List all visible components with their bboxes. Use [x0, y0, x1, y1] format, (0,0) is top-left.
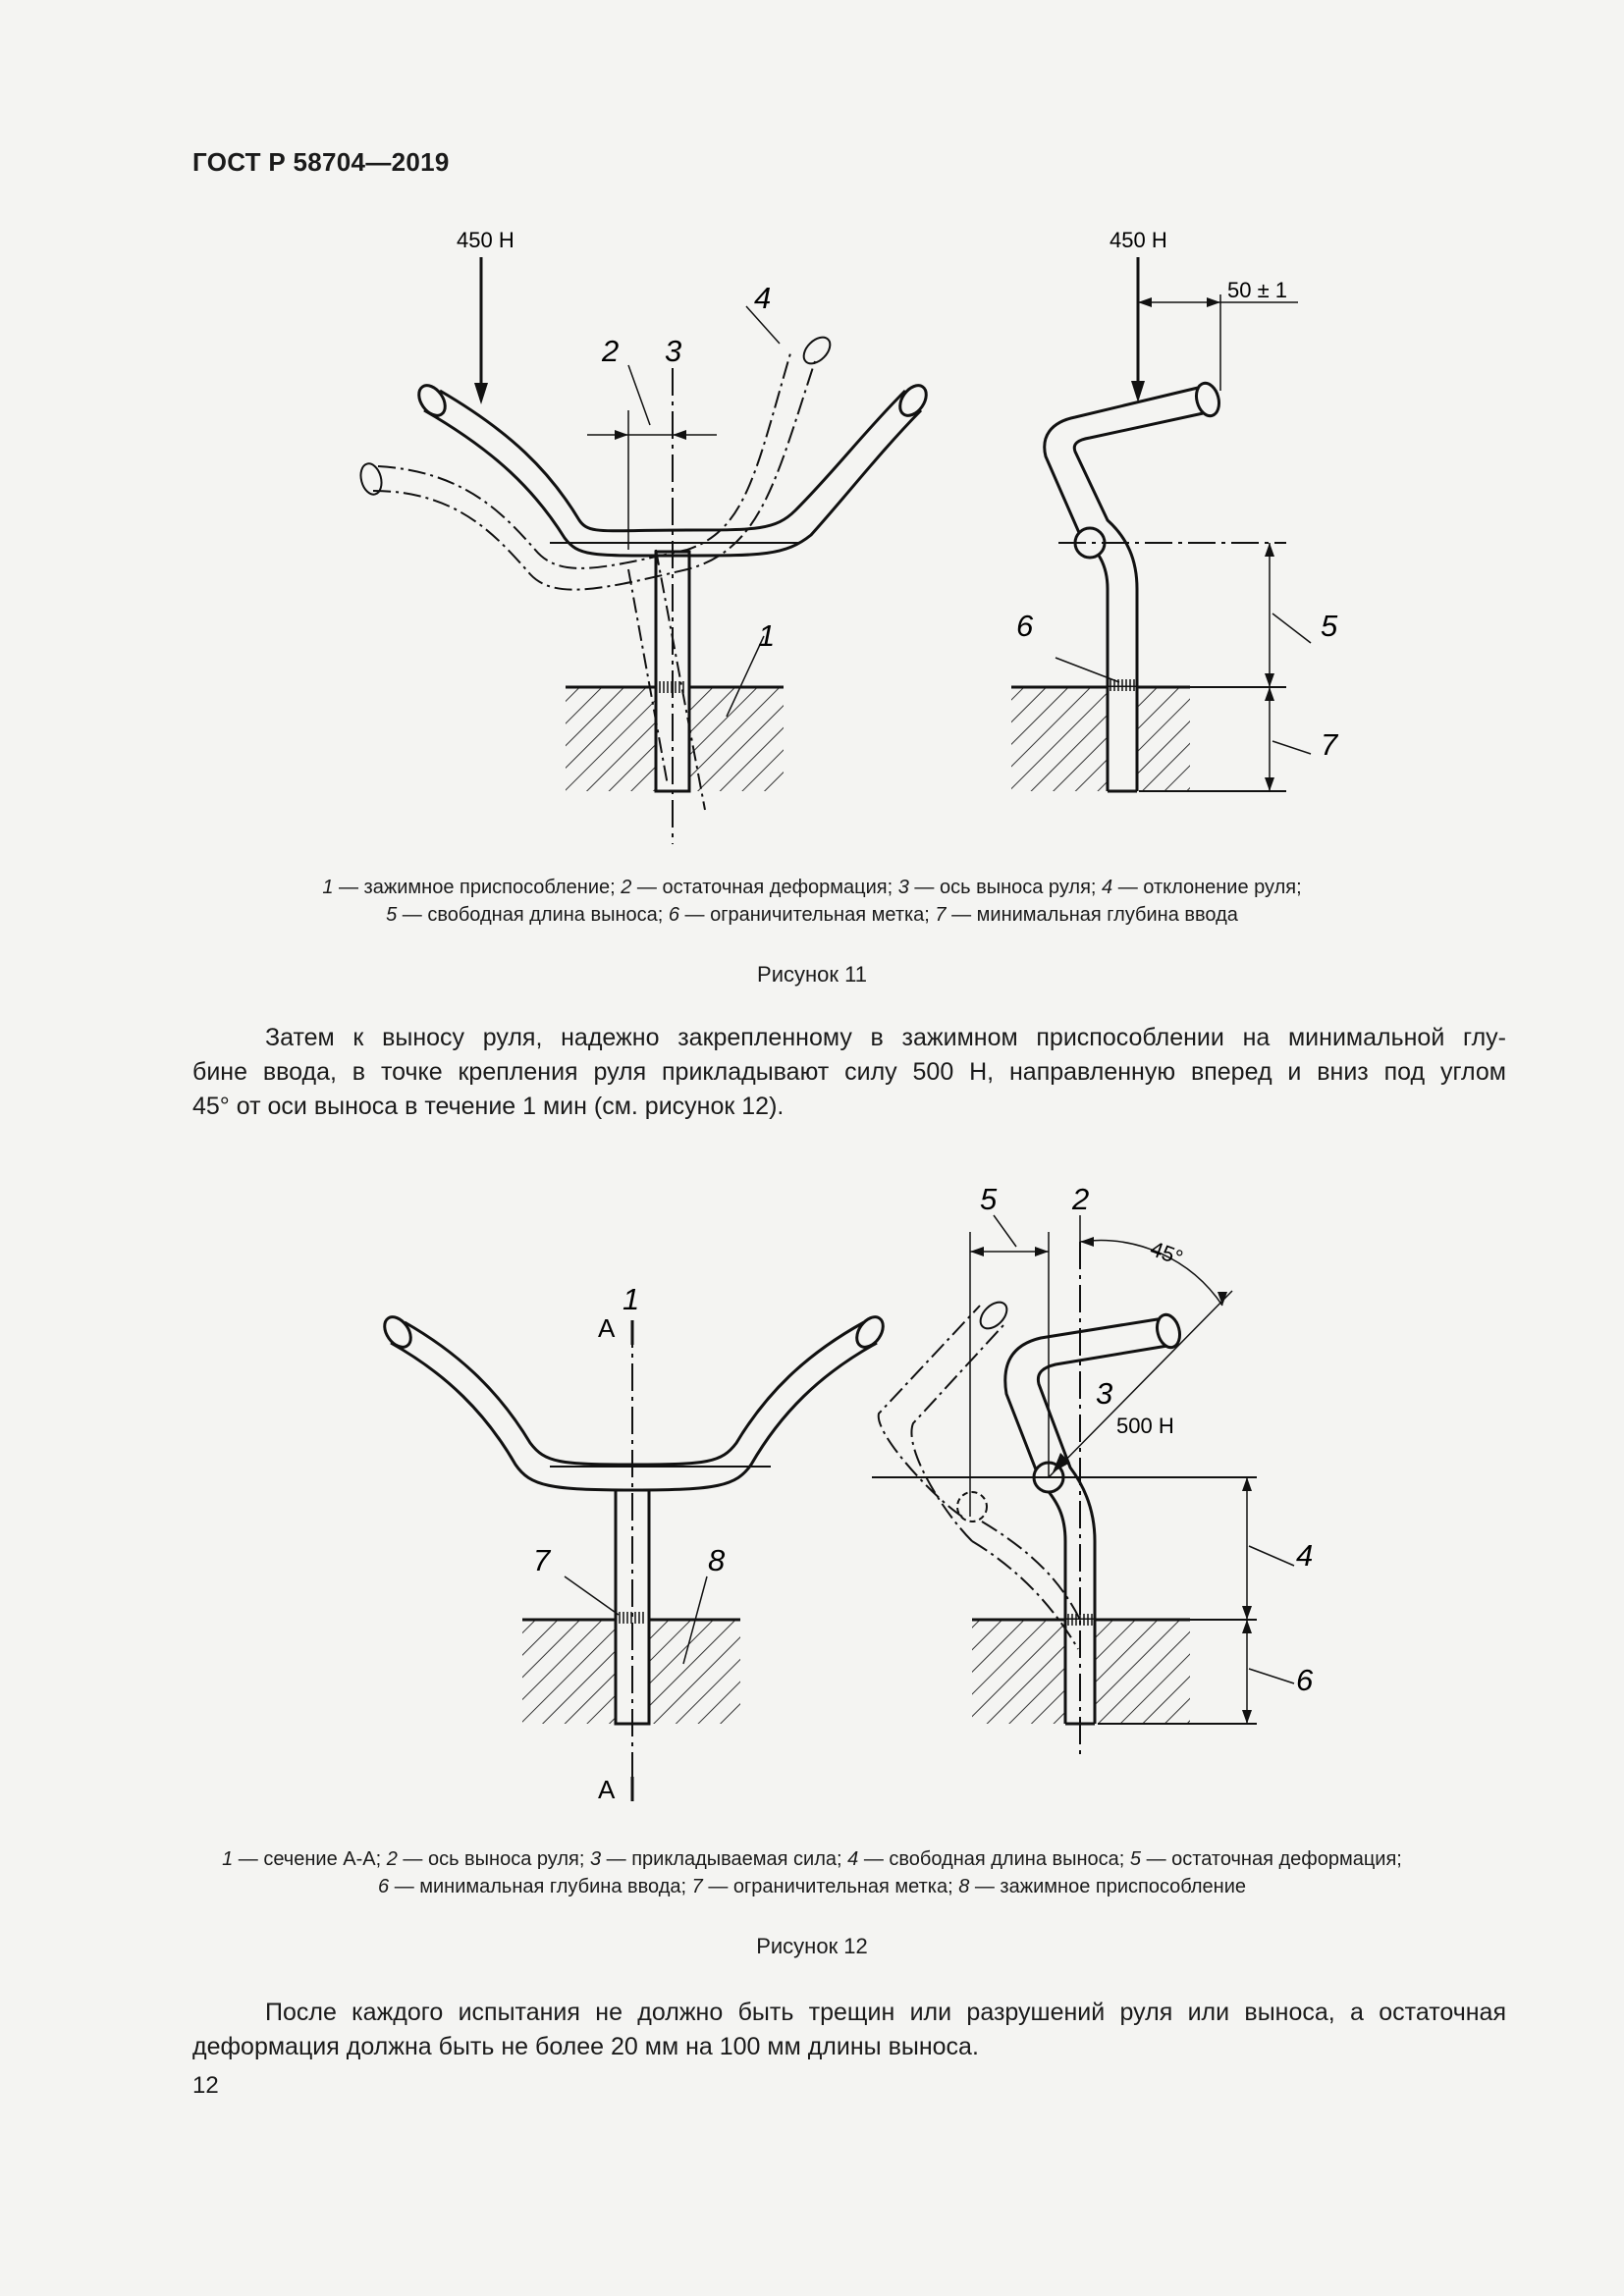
fig12-label-2: 2: [1072, 1182, 1090, 1216]
fig11-label-7: 7: [1321, 727, 1338, 762]
page-number: 12: [192, 2072, 219, 2099]
fig11-offset-dim: 50 ± 1: [1227, 278, 1288, 302]
fig12-left-view: [379, 1312, 889, 1801]
caption-num: 5: [386, 904, 398, 926]
fig12-label-3: 3: [1096, 1376, 1113, 1411]
caption-text: — остаточная деформация;: [631, 877, 898, 898]
figure-12-drawing: [0, 1168, 1624, 1816]
caption-num: 7: [691, 1876, 703, 1897]
paragraph-1-line: 45° от оси выноса в течение 1 мин (см. рисунок 12).: [192, 1093, 785, 1120]
fig11-caption-line2: [147, 901, 1477, 929]
fig11-label-1: 1: [758, 618, 776, 653]
paragraph-2-line: деформация должна быть не более 20 мм на 100 мм длины выноса.: [192, 2033, 979, 2060]
fig11-caption-line1: [147, 874, 1477, 901]
caption-num: 6: [378, 1876, 390, 1897]
fig12-label-6: 6: [1296, 1663, 1314, 1697]
fig12-force: 500 Н: [1116, 1414, 1174, 1438]
caption-text: — ограничительная метка;: [678, 904, 936, 926]
fig12-label-5: 5: [980, 1182, 998, 1216]
caption-num: 4: [1102, 877, 1113, 898]
caption-text: — зажимное приспособление: [969, 1876, 1246, 1897]
fig12-label-8: 8: [708, 1543, 726, 1577]
figure-12-caption: [147, 1845, 1477, 1900]
figure-12-title: Рисунок 12: [756, 1934, 868, 1958]
caption-num: 1: [222, 1848, 234, 1870]
paragraph-2-line: После каждого испытания не должно быть трещин или разрушений руля или выноса, а остаточная: [265, 1999, 1506, 2026]
caption-text: — остаточная деформация;: [1141, 1848, 1402, 1870]
fig11-label-4: 4: [754, 281, 772, 315]
fig11-left-force: 450 Н: [457, 228, 514, 252]
caption-num: 4: [847, 1848, 859, 1870]
paragraph-1-line: бине ввода, в точке крепления руля прикладывают силу 500 Н, направленную вперед и вниз под углом: [192, 1058, 1506, 1086]
caption-text: — свободная длина выноса;: [858, 1848, 1130, 1870]
paragraph-1: [192, 1021, 1506, 1124]
fig12-section-bottom: А: [598, 1775, 616, 1804]
fig12-label-4: 4: [1296, 1538, 1314, 1573]
caption-text: — минимальная глубина ввода: [946, 904, 1238, 926]
fig11-label-5: 5: [1321, 609, 1338, 643]
fig12-section-top: А: [598, 1313, 616, 1343]
figure-11-caption: [147, 874, 1477, 929]
caption-text: — отклонение руля;: [1112, 877, 1302, 898]
fig12-label-1: 1: [623, 1282, 640, 1316]
fig12-caption-line2: [147, 1873, 1477, 1900]
figure-11-drawing: [0, 196, 1624, 864]
caption-num: 7: [935, 904, 947, 926]
fig12-right-view: [872, 1215, 1294, 1757]
paragraph-2: [192, 1996, 1506, 2064]
caption-text: — зажимное приспособление;: [333, 877, 622, 898]
fig11-label-6: 6: [1016, 609, 1034, 643]
caption-text: — свободная длина выноса;: [397, 904, 669, 926]
paragraph-1-line: Затем к выносу руля, надежно закрепленному в зажимном приспособлении на минимальной глу-: [265, 1024, 1506, 1051]
caption-num: 3: [589, 1848, 602, 1870]
fig11-left-view: [357, 257, 932, 844]
caption-text: — сечение А-А;: [233, 1848, 387, 1870]
caption-num: 3: [897, 877, 909, 898]
caption-text: — ограничительная метка;: [702, 1876, 959, 1897]
caption-text: — минимальная глубина ввода;: [389, 1876, 692, 1897]
caption-text: — ось выноса руля;: [908, 877, 1103, 898]
fig11-right-view: [1011, 257, 1311, 793]
fig12-angle: 45°: [1147, 1236, 1187, 1271]
caption-num: 2: [621, 877, 632, 898]
figure-11-title: Рисунок 11: [757, 962, 867, 987]
caption-num: 2: [386, 1848, 398, 1870]
fig11-label-2: 2: [602, 334, 620, 368]
fig11-label-3: 3: [665, 334, 682, 368]
fig12-label-7: 7: [533, 1543, 551, 1577]
caption-num: 6: [668, 904, 679, 926]
caption-text: — ось выноса руля;: [397, 1848, 590, 1870]
caption-num: 8: [958, 1876, 970, 1897]
caption-text: — прикладываемая сила;: [601, 1848, 848, 1870]
caption-num: 5: [1129, 1848, 1142, 1870]
fig11-right-force: 450 Н: [1110, 228, 1167, 252]
fig12-caption-line1: [147, 1845, 1477, 1873]
caption-num: 1: [322, 877, 334, 898]
standard-header: ГОСТ Р 58704—2019: [192, 147, 450, 177]
